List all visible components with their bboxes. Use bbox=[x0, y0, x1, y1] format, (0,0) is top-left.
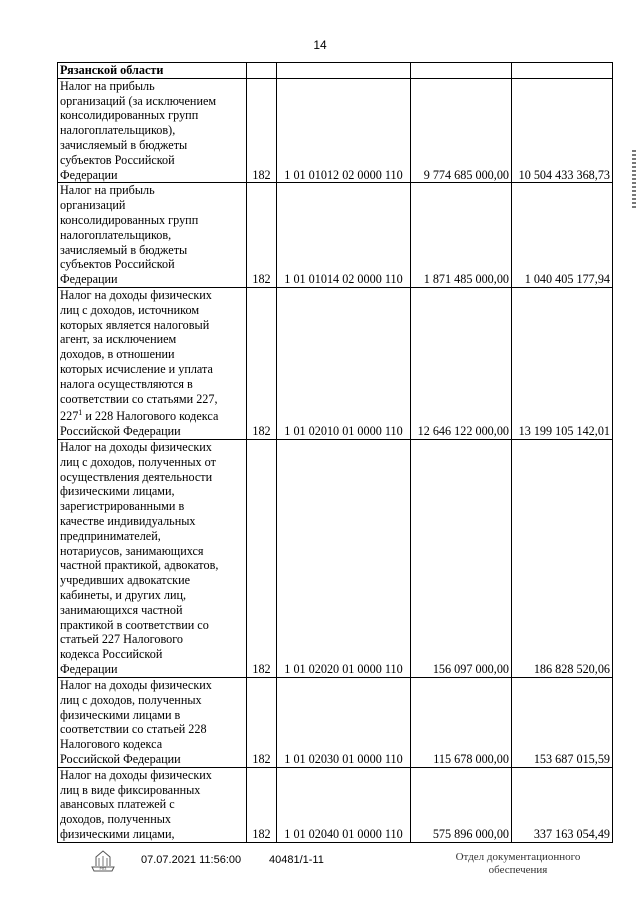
budget-code-cell: 1 01 02010 01 0000 110 bbox=[277, 287, 411, 439]
budget-code-cell: 1 01 01014 02 0000 110 bbox=[277, 183, 411, 288]
actual-amount-cell: 13 199 105 142,01 bbox=[512, 287, 613, 439]
region-header-cell: Рязанской области bbox=[58, 63, 247, 79]
plan-amount-cell: 575 896 000,00 bbox=[411, 767, 512, 842]
budget-code-cell: 1 01 01012 02 0000 110 bbox=[277, 78, 411, 183]
table-row bbox=[58, 767, 613, 842]
admin-code-cell: 182 bbox=[247, 767, 277, 842]
page-footer bbox=[0, 847, 640, 897]
revenue-name-cell: Налог на прибыль организаций консолидированных групп налогоплательщиков, зачисляемый в бюджеты субъектов Российской Федерации bbox=[58, 183, 247, 288]
department-line: обеспечения bbox=[488, 864, 548, 876]
actual-amount-cell: 153 687 015,59 bbox=[512, 677, 613, 767]
admin-code-cell: 182 bbox=[247, 287, 277, 439]
admin-code-cell: 182 bbox=[247, 78, 277, 183]
admin-code-cell: 182 bbox=[247, 677, 277, 767]
timestamp: 07.07.2021 11:56:00 bbox=[141, 854, 242, 866]
actual-amount-cell: 186 828 520,06 bbox=[512, 439, 613, 677]
revenue-name-text: Налог на доходы физических лиц с доходов, источником которых является налоговый агент, за исключением доходов, в отношении которых исчисление и уплата налога осуществляются в соответствии со статьями 227, 227 bbox=[60, 287, 218, 424]
budget-revenue-table bbox=[57, 62, 613, 843]
budget-code-cell: 1 01 02030 01 0000 110 bbox=[277, 677, 411, 767]
plan-amount-cell: 12 646 122 000,00 bbox=[411, 287, 512, 439]
table-row bbox=[58, 78, 613, 183]
admin-code-cell: 182 bbox=[247, 183, 277, 288]
superscript-one: 1 bbox=[78, 408, 83, 418]
budget-code-cell: 1 01 02040 01 0000 110 bbox=[277, 767, 411, 842]
actual-amount-cell: 1 040 405 177,94 bbox=[512, 183, 613, 288]
plan-amount-cell: 115 678 000,00 bbox=[411, 677, 512, 767]
svg-text:РЯЗ: РЯЗ bbox=[99, 867, 107, 872]
revenue-name-cell: Налог на доходы физических лиц с доходов, полученных физическими лицами в соответствии со статьей 228 Налогового кодекса Российской Федерации bbox=[58, 677, 247, 767]
table-row bbox=[58, 439, 613, 677]
plan-amount-cell: 9 774 685 000,00 bbox=[411, 78, 512, 183]
emblem-logo-icon bbox=[88, 845, 118, 875]
revenue-name-cell bbox=[58, 287, 247, 439]
admin-code-cell: 182 bbox=[247, 439, 277, 677]
revenue-name-cell: Налог на прибыль организаций (за исключением консолидированных групп налогоплательщиков), зачисляемый в бюджеты субъектов Российской Федерации bbox=[58, 78, 247, 183]
scan-edge-mark bbox=[632, 150, 636, 210]
revenue-name-cell: Налог на доходы физических лиц с доходов, полученных от осуществления деятельности физическими лицами, зарегистрированными в качестве индивидуальных предпринимателей, нотариусов, занимающихся частной практикой, адвокатов, учредивших адвокатские кабинеты, и других лиц, занимающихся частной практикой в соответствии со статьей 227 Налогового кодекса Российской Федерации bbox=[58, 439, 247, 677]
plan-amount-cell: 156 097 000,00 bbox=[411, 439, 512, 677]
table-row bbox=[58, 677, 613, 767]
table-header-row bbox=[58, 63, 613, 79]
revenue-name-tail: и 228 Налогового кодекса Российской Федерации bbox=[60, 409, 219, 439]
page-number: 14 bbox=[313, 38, 327, 52]
table-row bbox=[58, 287, 613, 439]
actual-amount-cell: 337 163 054,49 bbox=[512, 767, 613, 842]
revenue-name-cell: Налог на доходы физических лиц в виде фиксированных авансовых платежей с доходов, полученных физическими лицами, bbox=[58, 767, 247, 842]
table-row bbox=[58, 183, 613, 288]
department-stamp bbox=[438, 851, 598, 877]
actual-amount-cell: 10 504 433 368,73 bbox=[512, 78, 613, 183]
budget-code-cell: 1 01 02020 01 0000 110 bbox=[277, 439, 411, 677]
department-line: Отдел документационного bbox=[455, 851, 581, 863]
plan-amount-cell: 1 871 485 000,00 bbox=[411, 183, 512, 288]
document-number: 40481/1-11 bbox=[269, 854, 324, 866]
